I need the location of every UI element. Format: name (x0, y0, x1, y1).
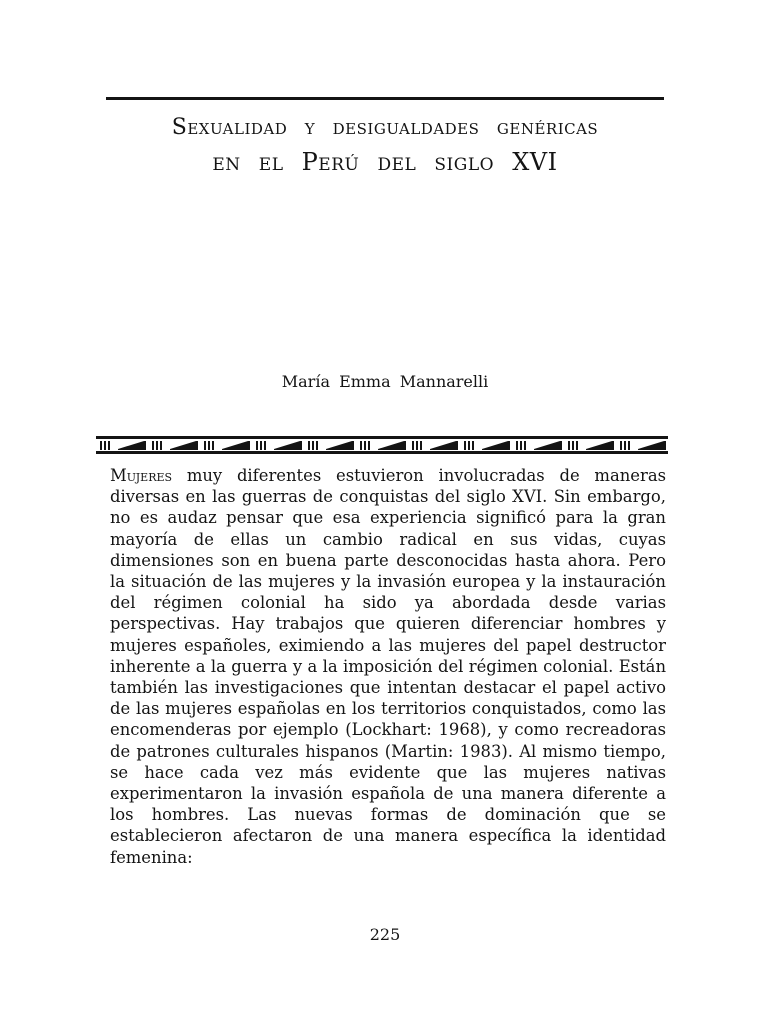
body-paragraph (110, 465, 666, 868)
ornament-motif (412, 441, 458, 450)
article-title-line-2: en el Perú del siglo XVI (212, 148, 558, 176)
ornament-motif (360, 441, 406, 450)
lead-word: Mujeres (110, 466, 173, 485)
article-title-line-1: Sexualidad y desigualdades genéricas (171, 115, 599, 140)
ornament-motif (256, 441, 302, 450)
page-number: 225 (369, 925, 401, 944)
ornament-motif (204, 441, 250, 450)
ornament-motif (308, 441, 354, 450)
ornament-motif (620, 441, 666, 450)
author-name: María Emma Mannarelli (281, 372, 489, 391)
ornament-motif (568, 441, 614, 450)
body-paragraph-text: muy diferentes estuvieron involucradas de maneras diversas en las guerras de conquistas del siglo XVI. Sin embargo, no es audaz pensar que esa experiencia significó para la gran mayoría de ellas un cambio radical en sus vidas, cuyas dimensiones son en buena parte desconocidas hasta ahora. Pero la situación de las mujeres y la invasión europea y la instauración del régimen colonial ha sido ya abordada desde varias perspectivas. Hay trabajos que quieren diferenciar hombres y mujeres españoles, eximiendo a las mujeres del papel destructor inherente a la guerra y a la imposición del régimen colonial. Están también las investigaciones que intentan destacar el papel activo de las mujeres españolas en los territorios conquistados, como las encomenderas por ejemplo (Lockhart: 1968), y como recreadoras de patrones culturales hispanos (Martin: 1983). Al mismo tiempo, se hace cada vez más evidente que las mujeres nativas experimentaron la invasión española de una manera diferente a los hombres. Las nuevas formas de dominación que se establecieron afectaron de una manera específica la identidad femenina: (110, 466, 666, 867)
decorative-ornament-band (96, 436, 668, 454)
ornament-motif (152, 441, 198, 450)
ornament-motif (516, 441, 562, 450)
ornament-motif (464, 441, 510, 450)
ornament-motif (100, 441, 146, 450)
top-rule (106, 97, 664, 100)
